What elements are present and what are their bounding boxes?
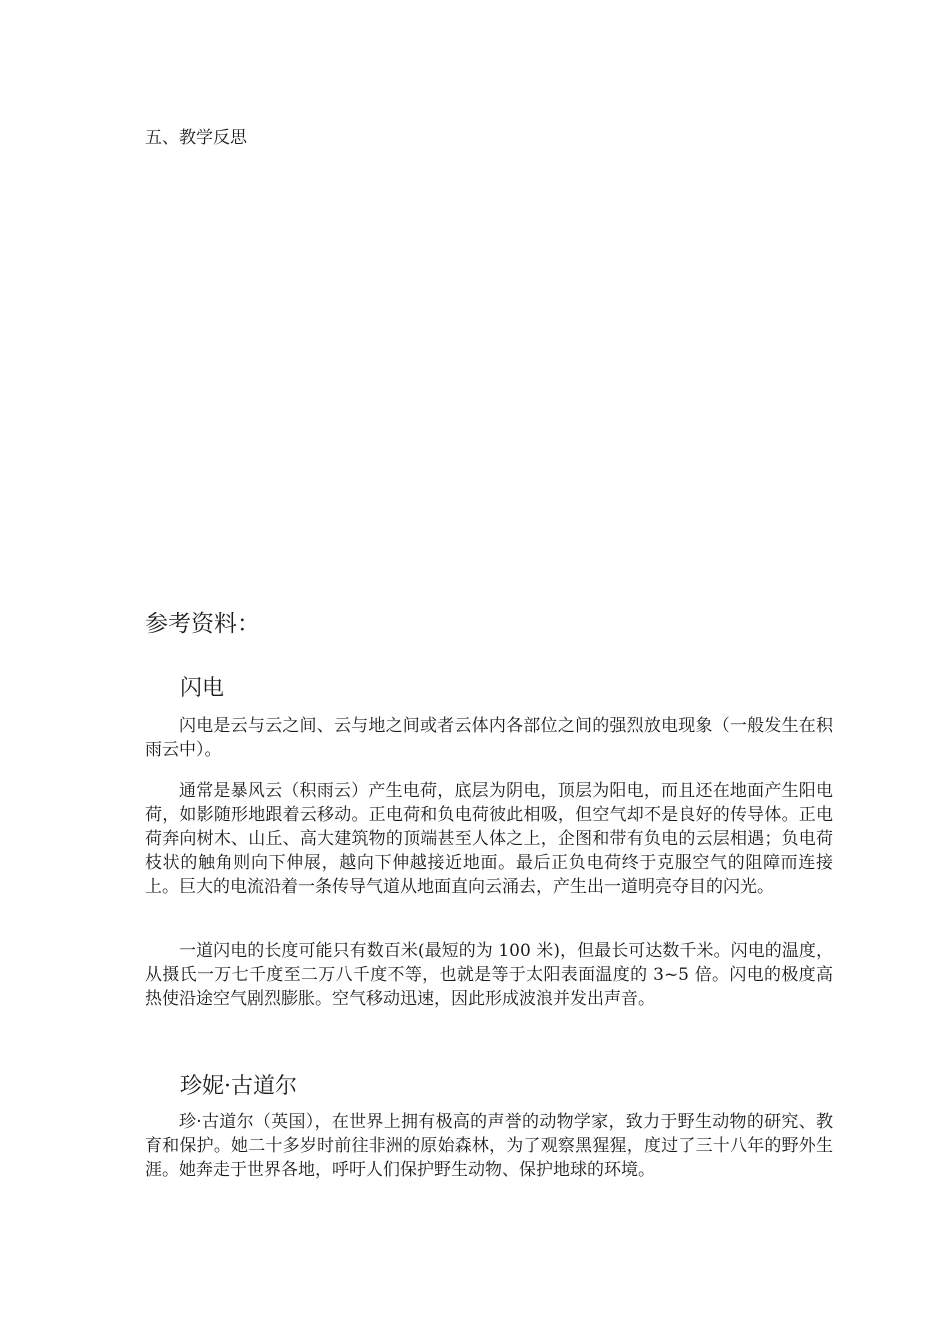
lightning-paragraph-1: 闪电是云与云之间、云与地之间或者云体内各部位之间的强烈放电现象（一般发生在积雨云中）。 bbox=[145, 716, 833, 760]
topic-title-jane-goodall: 珍妮·古道尔 bbox=[180, 1074, 297, 1099]
section-heading-teaching-reflection: 五、教学反思 bbox=[145, 128, 247, 148]
topic-title-lightning: 闪电 bbox=[180, 676, 225, 701]
lightning-paragraph-2: 通常是暴风云（积雨云）产生电荷，底层为阴电，顶层为阳电，而且还在地面产生阳电荷，如影随形地跟着云移动。正电荷和负电荷彼此相吸，但空气却不是良好的传导体。正电荷奔向树木、山丘、高大建筑物的顶端甚至人体之上，企图和带有负电的云层相遇；负电荷枝状的触角则向下伸展，越向下伸越接近地面。最后正负电荷终于克服空气的阻障而连接上。巨大的电流沿着一条传导气道从地面直向云涌去，产生出一道明亮夺目的闪光。 bbox=[145, 781, 833, 897]
lightning-paragraph-3: 一道闪电的长度可能只有数百米(最短的为 100 米)，但最长可达数千米。闪电的温度，从摄氏一万七千度至二万八千度不等，也就是等于太阳表面温度的 3~5 倍。闪电的极度高热使沿途空气剧烈膨胀。空气移动迅速，因此形成波浪并发出声音。 bbox=[145, 941, 833, 1009]
jane-goodall-paragraph-1: 珍·古道尔（英国），在世界上拥有极高的声誉的动物学家，致力于野生动物的研究、教育和保护。她二十多岁时前往非洲的原始森林，为了观察黑猩猩，度过了三十八年的野外生涯。她奔走于世界各地，呼吁人们保护野生动物、保护地球的环境。 bbox=[145, 1112, 833, 1180]
references-title: 参考资料： bbox=[145, 611, 260, 637]
